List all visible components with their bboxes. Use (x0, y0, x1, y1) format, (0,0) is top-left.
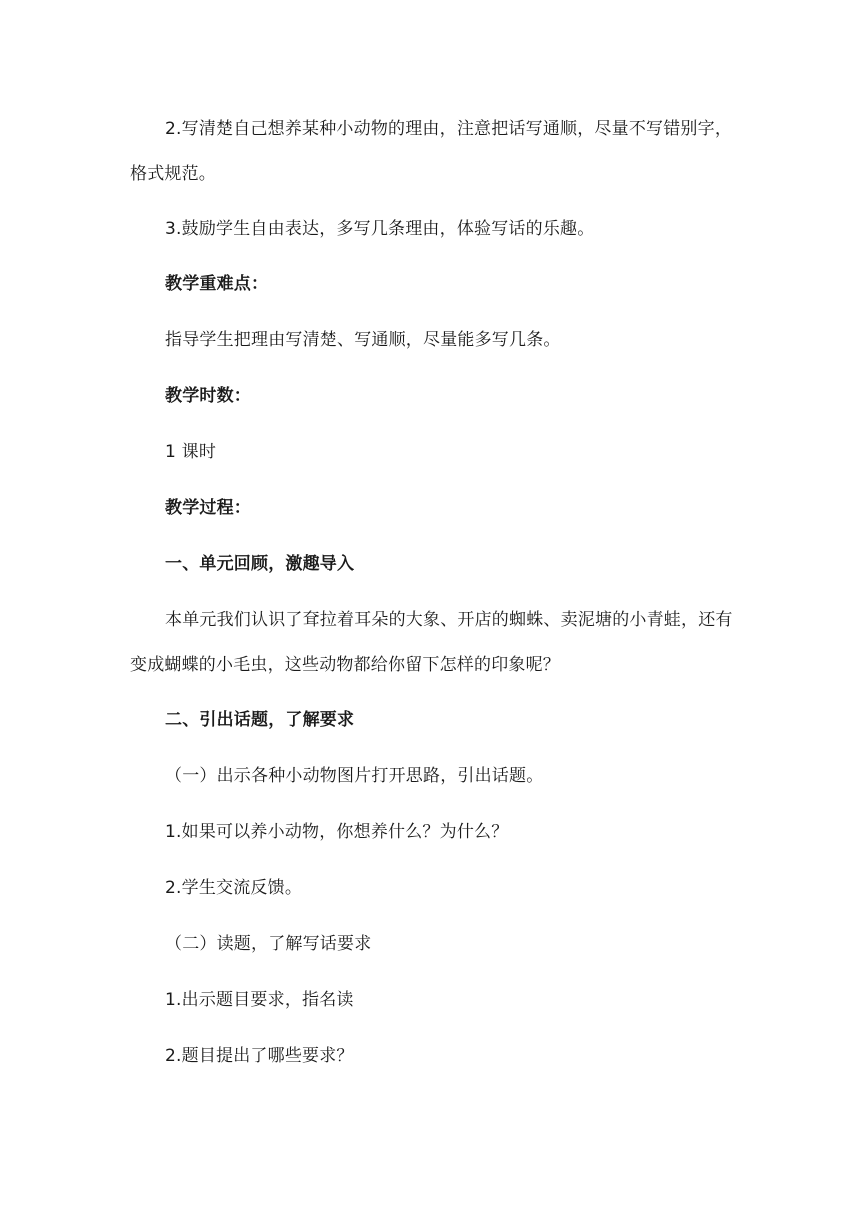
key-difficulties-text: 指导学生把理由写清楚、写通顺，尽量能多写几条。 (165, 330, 561, 350)
objective-3: 3.鼓励学生自由表达，多写几条理由，体验写话的乐趣。 (165, 219, 595, 239)
subsection-1-heading: （一）出示各种小动物图片打开思路，引出话题。 (165, 766, 544, 786)
subsection-2-heading: （二）读题，了解写话要求 (165, 934, 372, 954)
section-1-paragraph-line-2: 变成蝴蝶的小毛虫，这些动物都给你留下怎样的印象呢？ (130, 655, 560, 675)
teaching-hours-text: 1 课时 (165, 442, 217, 462)
subsection-1-item-1: 1.如果可以养小动物，你想养什么？为什么？ (165, 822, 509, 842)
subsection-2-item-2: 2.题目提出了哪些要求？ (165, 1046, 354, 1066)
heading-key-difficulties: 教学重难点： (165, 274, 269, 294)
section-2-heading: 二、引出话题，了解要求 (165, 710, 355, 730)
heading-teaching-process: 教学过程： (165, 498, 251, 518)
section-1-paragraph-line-1: 本单元我们认识了耷拉着耳朵的大象、开店的蜘蛛、卖泥塘的小青蛙，还有 (165, 610, 733, 630)
subsection-2-item-1: 1.出示题目要求，指名读 (165, 990, 354, 1010)
heading-teaching-hours: 教学时数： (165, 386, 251, 406)
objective-2-line-1: 2.写清楚自己想养某种小动物的理由，注意把话写通顺，尽量不写错别字， (165, 119, 733, 139)
section-1-heading: 一、单元回顾，激趣导入 (165, 554, 355, 574)
subsection-1-item-2: 2.学生交流反馈。 (165, 878, 303, 898)
objective-2-line-2: 格式规范。 (130, 164, 216, 184)
